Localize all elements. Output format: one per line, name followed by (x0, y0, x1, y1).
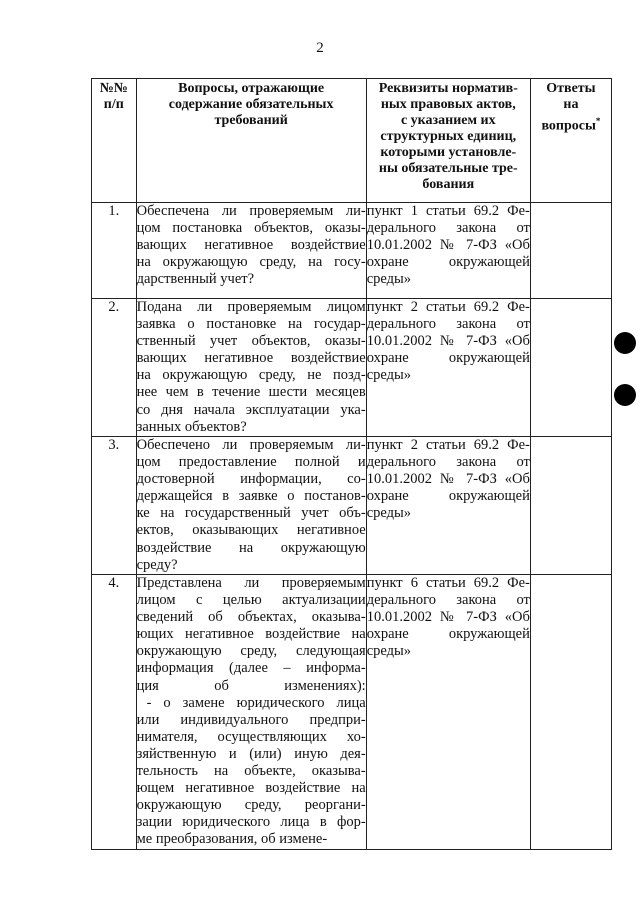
header-legal-acts: Реквизиты норматив- ных правовых актов, с указанием их структурных единиц, которыми установле- ны обязательные тре- бования (366, 79, 530, 203)
row-number: 4. (92, 575, 137, 850)
question-cell (136, 299, 366, 437)
question-line: достоверной информации, со- (136, 471, 366, 488)
legal-line: среды» (366, 643, 411, 660)
question-line: дарственный учет? (136, 271, 255, 288)
legal-line: 10.01.2002 № 7-ФЗ «Об (366, 609, 530, 626)
question-line: вающих негативное воздействие (136, 350, 366, 367)
legal-line: пункт 1 статьи 69.2 Фе- (366, 203, 530, 219)
question-line: Подана ли проверяемым лицом (136, 299, 366, 315)
table-row (92, 437, 612, 575)
requirements-table (91, 78, 612, 850)
header-question: Вопросы, отражающие содержание обязательных требований (136, 79, 366, 203)
question-line: информация (далее – информа- (136, 660, 366, 677)
question-line: зяйственную и (или) иную дея- (136, 745, 366, 762)
answer-cell[interactable] (530, 575, 611, 850)
question-cell (136, 203, 366, 299)
question-line: ме преобразования, об измене- (136, 831, 328, 848)
table-row (92, 203, 612, 299)
legal-line: среды» (366, 271, 411, 288)
question-line: Обеспечено ли проверяемым ли- (136, 437, 366, 453)
question-line: заявка о постановке на государ- (136, 316, 366, 333)
question-line: среду? (136, 556, 178, 573)
punch-hole-mark (614, 384, 636, 406)
question-line: со дня начала эксплуатации ука- (136, 401, 366, 418)
question-line: занных объектов? (136, 418, 247, 435)
question-line: ющем негативное воздействие на (136, 780, 366, 797)
page-number: 2 (316, 40, 324, 56)
legal-line: охране окружающей (366, 254, 530, 271)
question-line: ция об изменениях): (136, 677, 366, 694)
question-line: нее чем в течение шести месяцев (136, 384, 366, 401)
row-number: 2. (92, 299, 137, 437)
row-number: 1. (92, 203, 137, 299)
legal-line: 10.01.2002 № 7-ФЗ «Об (366, 333, 530, 350)
answer-cell[interactable] (530, 203, 611, 299)
question-line: ке на государственный учет объ- (136, 505, 366, 522)
question-cell (136, 575, 366, 850)
legal-line: среды» (366, 505, 411, 522)
legal-reference-cell (366, 299, 530, 437)
legal-line: 10.01.2002 № 7-ФЗ «Об (366, 471, 530, 488)
question-line: цом предоставление полной и (136, 454, 366, 471)
question-line: держащейся в заявке о постанов- (136, 488, 366, 505)
header-number: №№ п/п (92, 79, 137, 203)
question-line: ющих негативное воздействие на (136, 626, 366, 643)
legal-line: 10.01.2002 № 7-ФЗ «Об (366, 237, 530, 254)
legal-line: среды» (366, 367, 411, 384)
legal-line: охране окружающей (366, 626, 530, 643)
legal-line: дерального закона от (366, 316, 530, 333)
legal-line: пункт 6 статьи 69.2 Фе- (366, 575, 530, 591)
question-line: на окружающую среду, не позд- (136, 367, 366, 384)
table-row (92, 575, 612, 850)
answer-cell[interactable] (530, 299, 611, 437)
legal-line: охране окружающей (366, 350, 530, 367)
question-line: Обеспечена ли проверяемым ли- (136, 203, 366, 219)
question-line: тельность на объекте, оказыва- (136, 763, 366, 780)
table-row (92, 299, 612, 437)
table-header-row (92, 79, 612, 203)
legal-reference-cell (366, 575, 530, 850)
question-line: сведений об объектах, оказыва- (136, 609, 366, 626)
header-answers: Ответы на вопросы* (530, 79, 611, 203)
legal-line: дерального закона от (366, 220, 530, 237)
question-line: зации юридического лица в фор- (136, 814, 366, 831)
legal-reference-cell (366, 203, 530, 299)
question-line: на окружающую среду, на госу- (136, 254, 366, 271)
question-line: ектов, оказывающих негативное (136, 522, 366, 539)
question-cell (136, 437, 366, 575)
legal-line: дерального закона от (366, 454, 530, 471)
question-line: Представлена ли проверяемым (136, 575, 366, 591)
legal-line: охране окружающей (366, 488, 530, 505)
legal-line: пункт 2 статьи 69.2 Фе- (366, 437, 530, 453)
question-line: лицом с целью актуализации (136, 592, 366, 609)
question-line: нимателя, осуществляющих хо- (136, 728, 366, 745)
footnote-mark: * (595, 116, 601, 126)
legal-reference-cell (366, 437, 530, 575)
legal-line: дерального закона от (366, 592, 530, 609)
question-line: ственный учет объектов, оказы- (136, 333, 366, 350)
question-line: окружающую среду, реоргани- (136, 797, 366, 814)
question-line: - о замене юридического лица (146, 694, 366, 711)
question-line: или индивидуального предпри- (136, 711, 366, 728)
row-number: 3. (92, 437, 137, 575)
answer-cell[interactable] (530, 437, 611, 575)
legal-line: пункт 2 статьи 69.2 Фе- (366, 299, 530, 315)
question-line: воздействие на окружающую (136, 539, 366, 556)
question-line: вающих негативное воздействие (136, 237, 366, 254)
question-line: цом постановка объектов, оказы- (136, 220, 366, 237)
question-line: окружающую среду, следующая (136, 643, 366, 660)
punch-hole-mark (614, 332, 636, 354)
